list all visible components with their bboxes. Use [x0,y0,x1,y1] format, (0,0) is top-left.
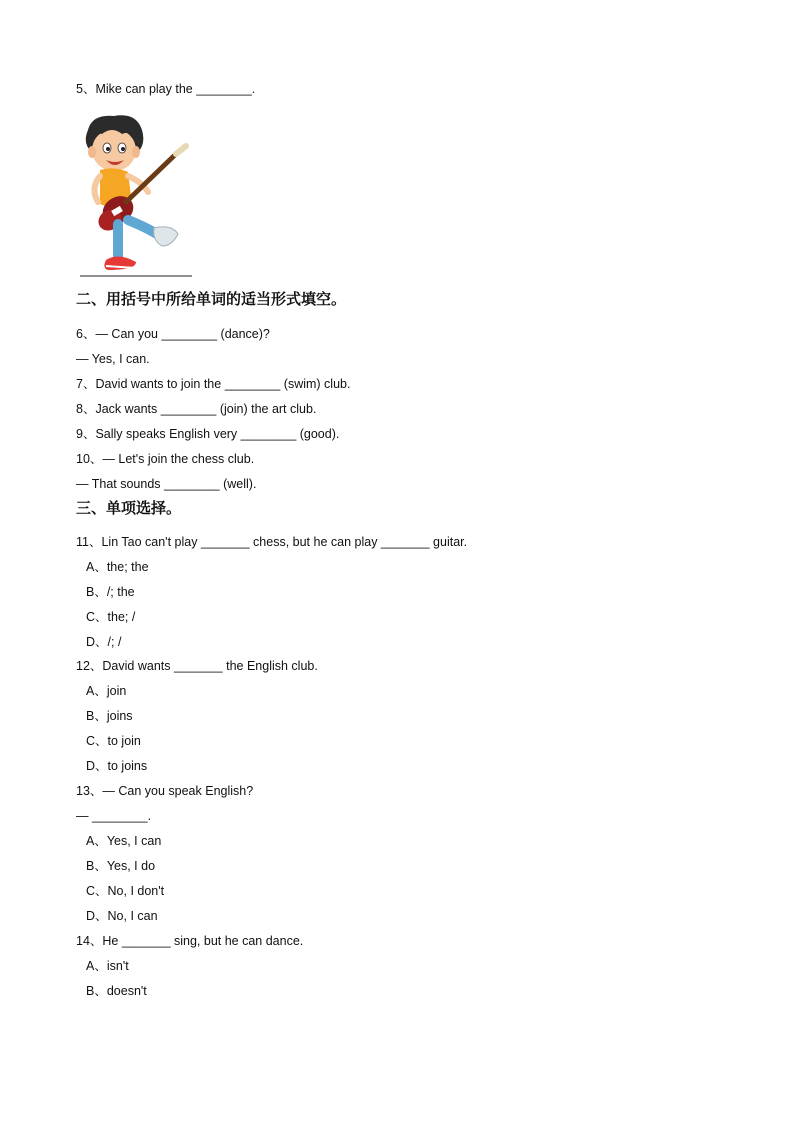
question-9: 9、Sally speaks English very ________ (good). [76,427,340,441]
boy-playing-guitar-illustration [78,112,194,278]
question-14-option-a[interactable]: A、isn't [86,959,129,973]
section-2-heading: 二、用括号中所给单词的适当形式填空。 [76,290,347,308]
question-8: 8、Jack wants ________ (join) the art club. [76,402,317,416]
question-13-option-d[interactable]: D、No, I can [86,909,158,923]
question-13-option-b[interactable]: B、Yes, I do [86,859,156,873]
question-13-option-a[interactable]: A、Yes, I can [86,834,162,848]
question-12-option-c[interactable]: C、to join [86,734,141,748]
question-13-prompt: 13、— Can you speak English? [76,784,254,798]
question-12-option-d[interactable]: D、to joins [86,759,148,773]
question-11-option-d[interactable]: D、/; / [86,635,122,649]
question-11-option-b[interactable]: B、/; the [86,585,135,599]
question-7: 7、David wants to join the ________ (swim) club. [76,377,351,391]
section-3-heading: 三、单项选择。 [76,499,182,517]
question-12: 12、David wants _______ the English club. [76,659,318,673]
question-14-option-b[interactable]: B、doesn't [86,984,147,998]
question-12-option-a[interactable]: A、join [86,684,127,698]
question-10-reply: — That sounds ________ (well). [76,477,257,491]
question-11: 11、Lin Tao can't play _______ chess, but he can play _______ guitar. [76,535,468,549]
question-6-prompt: 6、— Can you ________ (dance)? [76,327,270,341]
question-13-reply: — ________. [76,809,152,823]
question-11-option-a[interactable]: A、the; the [86,560,149,574]
question-12-option-b[interactable]: B、joins [86,709,133,723]
question-13-option-c[interactable]: C、No, I don't [86,884,165,898]
question-10-prompt: 10、— Let's join the chess club. [76,452,255,466]
question-6-reply: — Yes, I can. [76,352,150,366]
question-5: 5、Mike can play the ________. [76,82,256,96]
question-11-option-c[interactable]: C、the; / [86,610,136,624]
question-14: 14、He _______ sing, but he can dance. [76,934,304,948]
